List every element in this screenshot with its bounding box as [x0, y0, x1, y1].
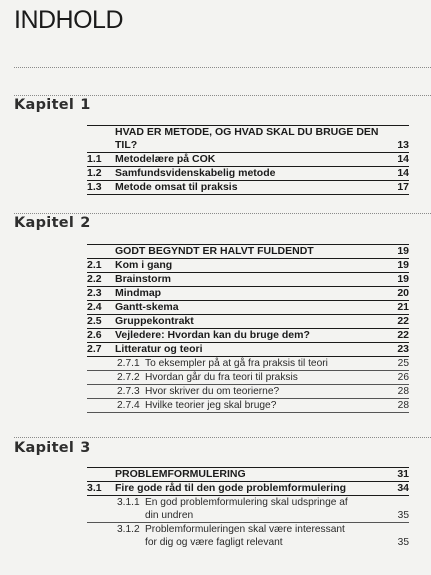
entry-page: 31	[397, 468, 409, 480]
entry-number: 2.7.2	[117, 372, 140, 383]
chapter-label: Kapitel	[14, 97, 75, 113]
entry-title: Metodelære på COK	[115, 153, 216, 165]
chapter-label: Kapitel	[14, 215, 75, 231]
chapter-number: 2	[80, 215, 91, 231]
entry-number: 2.7.3	[117, 386, 140, 397]
entry-title: Litteratur og teori	[115, 343, 203, 355]
toc-entry[interactable]	[87, 301, 409, 315]
entry-page: 14	[397, 153, 409, 165]
entry-number: 2.6	[87, 329, 102, 341]
entry-title: Mindmap	[115, 287, 162, 299]
page-title: INDHOLD	[14, 6, 124, 34]
entry-number: 2.7.4	[117, 400, 140, 411]
toc-subentry[interactable]	[87, 371, 409, 385]
entry-title: Gantt-skema	[115, 301, 179, 313]
entry-number: 1.2	[87, 167, 102, 179]
entry-page: 28	[397, 400, 409, 411]
toc-entry[interactable]	[87, 181, 409, 195]
entry-number: 2.7.1	[117, 358, 140, 369]
entry-title: Kom i gang	[115, 259, 173, 271]
entry-title: Hvor skriver du om teorierne?	[145, 386, 280, 397]
entry-title: To eksempler på at gå fra praksis til teori	[145, 358, 328, 369]
entry-number: 1.3	[87, 181, 102, 193]
entry-title: Fire gode råd til den gode problemformulering	[115, 482, 347, 494]
toc-subentry[interactable]	[87, 385, 409, 399]
toc-entry[interactable]	[87, 482, 409, 496]
entry-page: 35	[397, 510, 409, 521]
entry-page: 23	[397, 343, 409, 355]
entry-title: Hvordan går du fra teori til praksis	[145, 372, 298, 383]
toc-entry[interactable]	[87, 153, 409, 167]
entry-title: PROBLEMFORMULERING	[115, 468, 246, 480]
entry-number: 2.4	[87, 301, 102, 313]
entry-title-line2: din undren	[145, 510, 194, 521]
entry-number: 2.1	[87, 259, 102, 271]
entry-number: 2.7	[87, 343, 102, 355]
toc-chapter-3	[87, 467, 409, 549]
chapter-number: 1	[80, 97, 91, 113]
entry-title: Brainstorm	[115, 273, 172, 285]
entry-page: 21	[397, 301, 409, 313]
entry-page: 19	[397, 273, 409, 285]
entry-page: 14	[397, 167, 409, 179]
toc-chapter-2	[87, 244, 409, 413]
toc-subentry[interactable]	[87, 357, 409, 371]
toc-entry[interactable]	[87, 287, 409, 301]
entry-title: Hvilke teorier jeg skal bruge?	[145, 400, 277, 411]
entry-title-line1: Problemformuleringen skal være interessant	[145, 524, 345, 535]
entry-page: 19	[397, 259, 409, 271]
entry-title: HVAD ER METODE, OG HVAD SKAL DU BRUGE DEN TIL?	[115, 126, 379, 151]
entry-page: 22	[397, 315, 409, 327]
divider	[14, 67, 431, 68]
entry-page: 22	[397, 329, 409, 341]
entry-page: 35	[397, 537, 409, 548]
toc-entry[interactable]	[87, 125, 409, 153]
toc-entry[interactable]	[87, 273, 409, 287]
entry-title: Gruppekontrakt	[115, 315, 194, 327]
entry-page: 13	[397, 139, 409, 151]
chapter-heading-3	[14, 440, 91, 456]
divider	[14, 213, 431, 214]
toc-entry[interactable]	[87, 329, 409, 343]
toc-entry[interactable]	[87, 343, 409, 357]
entry-page: 20	[397, 287, 409, 299]
entry-number: 1.1	[87, 153, 102, 165]
entry-number: 3.1.1	[117, 497, 140, 508]
toc-subentry[interactable]	[87, 496, 409, 523]
toc-subentry[interactable]	[87, 399, 409, 413]
entry-page: 28	[397, 386, 409, 397]
divider	[14, 437, 431, 438]
entry-number: 2.5	[87, 315, 102, 327]
entry-title-line2: for dig og være fagligt relevant	[145, 537, 283, 548]
divider	[14, 95, 431, 96]
entry-page: 26	[397, 372, 409, 383]
entry-title	[145, 523, 389, 549]
entry-page: 34	[397, 482, 409, 494]
entry-page: 19	[397, 245, 409, 257]
toc-chapter-1	[87, 125, 409, 195]
entry-title: Vejledere: Hvordan kan du bruge dem?	[115, 329, 310, 341]
entry-title	[145, 496, 389, 522]
entry-number: 3.1.2	[117, 524, 140, 535]
toc-subentry[interactable]	[87, 523, 409, 549]
entry-title: GODT BEGYNDT ER HALVT FULDENDT	[115, 245, 314, 257]
entry-title: Metode omsat til praksis	[115, 181, 238, 193]
entry-page: 25	[397, 358, 409, 369]
chapter-label: Kapitel	[14, 440, 75, 456]
chapter-heading-1	[14, 97, 91, 113]
entry-title: Samfundsvidenskabelig metode	[115, 167, 276, 179]
entry-number: 2.3	[87, 287, 102, 299]
entry-title-line1: En god problemformulering skal udspringe af	[145, 497, 348, 508]
chapter-number: 3	[80, 440, 91, 456]
chapter-heading-2	[14, 215, 91, 231]
entry-number: 2.2	[87, 273, 102, 285]
toc-entry[interactable]	[87, 259, 409, 273]
toc-entry[interactable]	[87, 467, 409, 482]
toc-entry[interactable]	[87, 315, 409, 329]
entry-page: 17	[397, 181, 409, 193]
toc-entry[interactable]	[87, 244, 409, 259]
toc-entry[interactable]	[87, 167, 409, 181]
entry-number: 3.1	[87, 482, 102, 494]
